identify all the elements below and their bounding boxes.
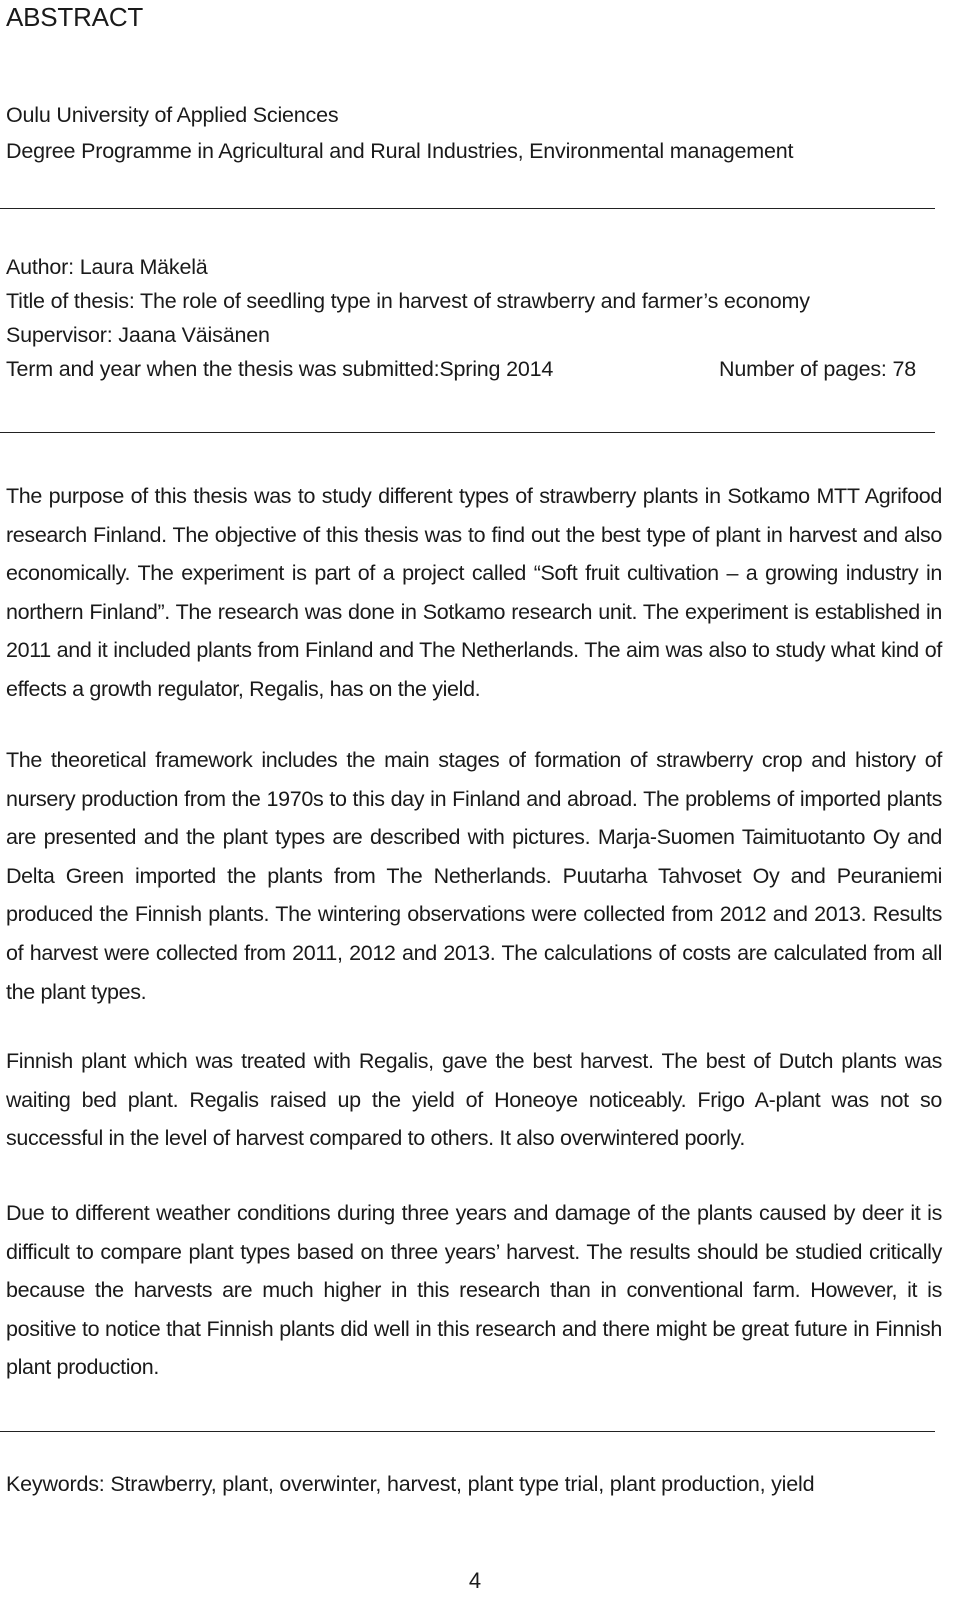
term-label: Term and year when the thesis was submitted: <box>6 357 440 381</box>
page-number: 4 <box>468 1568 482 1593</box>
university-name: Oulu University of Applied Sciences <box>6 103 339 127</box>
divider-top <box>0 208 935 209</box>
author-line: Author: Laura Mäkelä <box>6 255 208 279</box>
page-count: Number of pages: 78 <box>719 357 916 381</box>
term-line <box>6 355 553 383</box>
keywords-line: Keywords: Strawberry, plant, overwinter, harvest, plant type trial, plant production, yield <box>6 1472 815 1496</box>
abstract-paragraph-purpose: The purpose of this thesis was to study different types of strawberry plants in Sotkamo MTT Agrifood research Finland. The objective of this thesis was to find out the best type of plant in harvest and also economically. The experiment is part of a project called “Soft fruit cultivation – a growing industry in northern Finland”. The research was done in Sotkamo research unit. The experiment is established in 2011 and it included plants from Finland and The Netherlands. The aim was also to study what kind of effects a growth regulator, Regalis, has on the yield. <box>6 484 942 701</box>
abstract-paragraph-conclusion: Due to different weather conditions during three years and damage of the plants caused by deer it is difficult to compare plant types based on three years’ harvest. The results should be studied critically because the harvests are much higher in this research than in conventional farm. However, it is positive to notice that Finnish plants did well in this research and there might be great future in Finnish plant production. <box>6 1201 942 1380</box>
abstract-paragraph-framework: The theoretical framework includes the main stages of formation of strawberry crop and history of nursery production from the 1970s to this day in Finland and abroad. The problems of imported plants are presented and the plant types are described with pictures. Marja-Suomen Taimituotanto Oy and Delta Green imported the plants from The Netherlands. Puutarha Tahvoset Oy and Peuraniemi produced the Finnish plants. The wintering observations were collected from 2012 and 2013. Results of harvest were collected from 2011, 2012 and 2013. The calculations of costs are calculated from all the plant types. <box>6 748 942 1004</box>
thesis-title-line: Title of thesis: The role of seedling type in harvest of strawberry and farmer’s economy <box>6 289 810 313</box>
supervisor-line: Supervisor: Jaana Väisänen <box>6 323 270 347</box>
degree-programme: Degree Programme in Agricultural and Rural Industries, Environmental management <box>6 139 794 163</box>
divider-bottom <box>0 1431 935 1432</box>
page-title: ABSTRACT <box>6 2 144 32</box>
abstract-paragraph-results: Finnish plant which was treated with Regalis, gave the best harvest. The best of Dutch plants was waiting bed plant. Regalis raised up the yield of Honeoye noticeably. Frigo A-plant was not so successful in the level of harvest compared to others. It also overwintered poorly. <box>6 1049 942 1151</box>
divider-middle <box>0 432 935 433</box>
term-value: Spring 2014 <box>439 357 554 381</box>
